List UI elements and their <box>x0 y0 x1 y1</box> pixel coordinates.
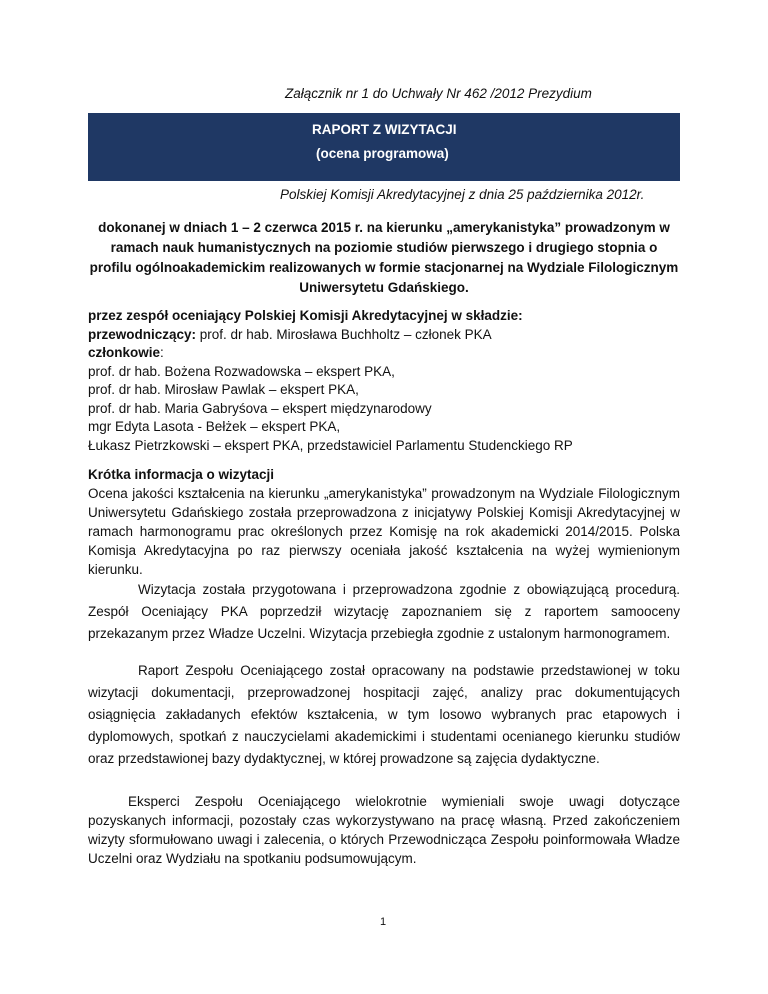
members-colon: : <box>160 345 164 360</box>
page-number: 1 <box>380 916 387 928</box>
chair-label: przewodniczący: <box>88 326 197 342</box>
chair-value: prof. dr hab. Mirosława Buchholtz – członek PKA <box>196 326 492 342</box>
pka-resolution-line: Polskiej Komisji Akredytacyjnej z dnia 25 października 2012r. <box>280 187 645 202</box>
report-subtitle: (ocena programowa) <box>316 146 449 161</box>
visit-info-section <box>88 465 680 645</box>
report-title-banner <box>88 113 680 181</box>
team-member: prof. dr hab. Bożena Rozwadowska – ekspert PKA, <box>88 363 395 379</box>
team-member: prof. dr hab. Maria Gabryśova – ekspert międzynarodowy <box>88 400 432 416</box>
team-chair <box>88 326 680 345</box>
visit-info-heading: Krótka informacja o wizytacji <box>88 467 275 482</box>
team-member: prof. dr hab. Mirosław Pawlak – ekspert PKA, <box>88 382 359 397</box>
visit-scope-paragraph: dokonanej w dniach 1 – 2 czerwca 2015 r. na kierunku „amerykanistyka” prowadzonym w ramach nauk humanistycznych na poziomie studiów pierwszego i drugiego stopnia o profilu ogólnoakademickim realizowanych w formie stacjonarnej na Wydziale Filologicznym Uniwersytetu Gdańskiego. <box>89 220 679 295</box>
team-heading: przez zespół oceniający Polskiej Komisji Akredytacyjnej w składzie: <box>88 308 523 323</box>
members-label: członkowie <box>88 345 161 360</box>
report-basis-paragraph: Raport Zespołu Oceniającego został opracowany na podstawie przedstawionej w toku wizytacji dokumentacji, przeprowadzonej hospitacji zajęć, analizy prac dokumentujących osiągnięcia zakładanych efektów kształcenia, w tym losowo wybranych prac etapowych i dyplomowych, spotkań z nauczycielami akademickimi i studentami ocenianego kierunku studiów oraz przedstawionej bazy dydaktycznej, w której prowadzone są zajęcia dydaktyczne. <box>88 663 680 766</box>
team-member: Łukasz Pietrzkowski – ekspert PKA, przedstawiciel Parlamentu Studenckiego RP <box>88 437 573 453</box>
team-member: mgr Edyta Lasota - Bełżek – ekspert PKA, <box>88 419 341 434</box>
visit-info-paragraph-1: Ocena jakości kształcenia na kierunku „amerykanistyka” prowadzonym na Wydziale Filologicznym Uniwersytetu Gdańskiego została przeprowadzona z inicjatywy Polskiej Komisji Akredytacyjnej w ramach harmonogramu prac określonych przez Komisję na rok akademicki 2014/2015. Polska Komisja Akredytacyjna po raz pierwszy oceniała jakość kształcenia na wyżej wymienionym kierunku. <box>88 486 680 577</box>
evaluation-team-section <box>88 307 680 455</box>
experts-paragraph: Eksperci Zespołu Oceniającego wielokrotnie wymieniali swoje uwagi dotyczące pozyskanych informacji, pozostały czas wykorzystywano na pracę własną. Przed zakończeniem wizyty sformułowano uwagi i zalecenia, o których Przewodnicząca Zespołu poinformowała Władze Uczelni oraz Wydziału na spotkaniu podsumowującym. <box>88 794 680 866</box>
report-title: RAPORT Z WIZYTACJI <box>312 122 457 137</box>
visit-info-paragraph-2: Wizytacja została przygotowana i przeprowadzona zgodnie z obowiązującą procedurą. Zespół Oceniający PKA poprzedził wizytację zapoznaniem się z raportem samooceny przekazanym przez Władze Uczelni. Wizytacja przebiegła zgodnie z ustalonym harmonogramem. <box>88 582 680 641</box>
members-heading <box>88 344 680 363</box>
annex-line: Załącznik nr 1 do Uchwały Nr 462 /2012 Prezydium <box>285 86 592 101</box>
